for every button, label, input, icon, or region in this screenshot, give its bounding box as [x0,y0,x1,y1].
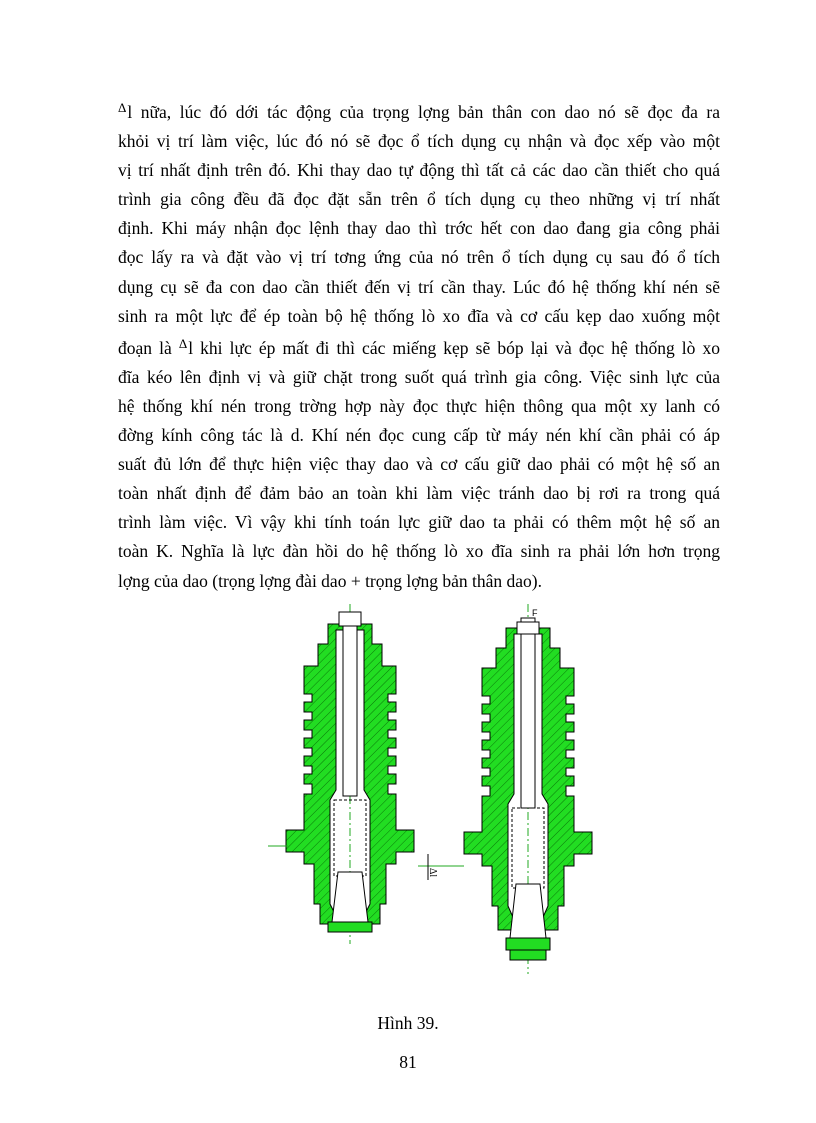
text-line-1: $^\Delta$l nữa, lúc đó dới tác động của trọng lợng bản thân con dao nó sẽ đọc đa ra [118,100,720,122]
spindle-drawing-figure [268,604,618,980]
figure-caption: Hình 39. [377,1013,439,1033]
text-line-11: hệ thống khí nén trong trờng hợp này đọc thực hiện thông qua một xy lanh có [118,395,720,416]
text-line-12: đờng kính công tác là d. Khí nén đọc cung cấp từ máy nén khí cần phải có áp [118,425,720,446]
text-line-9: đoạn là $^\Delta$l khi lực ép mất đi thì các miếng kẹp sẽ bóp lại và đọc hệ thống lò xo [118,335,720,358]
page-number: 81 [399,1052,417,1072]
text-line-7: dụng cụ sẽ đa con dao cần thiết đến vị trí cần thay. Lúc đó hệ thống khí nén sẽ [118,276,720,297]
drawbar-left [343,616,357,796]
text-line-16: toàn K. Nghĩa là lực đàn hồi do hệ thống lò xo đĩa sinh ra phải lớn hơn trọng [118,541,720,562]
drawbar-cap-right [517,622,539,634]
tool-holder-right [506,938,550,960]
force-label: F [532,608,538,618]
text-line-2: khỏi vị trí làm việc, lúc đó nó sẽ đọc ổ tích dụng cụ nhận và đọc xếp vào một [118,131,720,152]
text-line-17: lợng của dao (trọng lợng đài dao + trọng lợng bản thân dao). [118,570,542,591]
text-line-14: toàn nhất định để đảm bảo an toàn khi làm việc tránh dao bị rơi ra trong quá [118,483,720,504]
text-line-5: định. Khi máy nhận đọc lệnh thay dao thì trớc hết con dao đang gia công phải [118,218,720,239]
delta-symbol: Δ [118,100,127,115]
spindle-assembly-left [268,604,414,944]
tool-holder-left [328,922,372,932]
text-line-15: trình làm việc. Vì vậy khi tính toán lực giữ dao ta phải có thêm một hệ số an [118,512,720,533]
body-paragraph [118,98,720,596]
delta-symbol: Δ [178,335,188,351]
spindle-assembly-right [418,604,592,974]
text-line-10: đĩa kéo lên định vị và giữ chặt trong suốt quá trình gia công. Việc sinh lực của [118,366,720,387]
text-line-13: suất đủ lớn để thực hiện việc thay dao và cơ cấu giữ dao phải có một hệ số an [118,454,720,475]
tool-taper-right [510,884,546,938]
text-line-3: vị trí nhất định trên đó. Khi thay dao tự động thì tất cả các dao cần thiết cho quá [118,160,720,181]
text-line-4: trình gia công đều đã đọc đặt sẵn trên ổ tích dụng cụ theo những vị trí nhất [118,189,720,210]
tool-taper-left [332,872,368,922]
drawbar-cap-left [339,612,361,626]
drawbar-right [521,618,535,808]
delta-dimension-label: Δl [427,868,438,878]
text-line-6: đọc lấy ra và đặt vào vị trí tơng ứng của nó trên ổ tích dụng cụ sau đó ổ tích [118,247,720,268]
text-line-8: sinh ra một lực để ép toàn bộ hệ thống lò xo đĩa và cơ cấu kẹp dao xuống một [118,305,720,326]
